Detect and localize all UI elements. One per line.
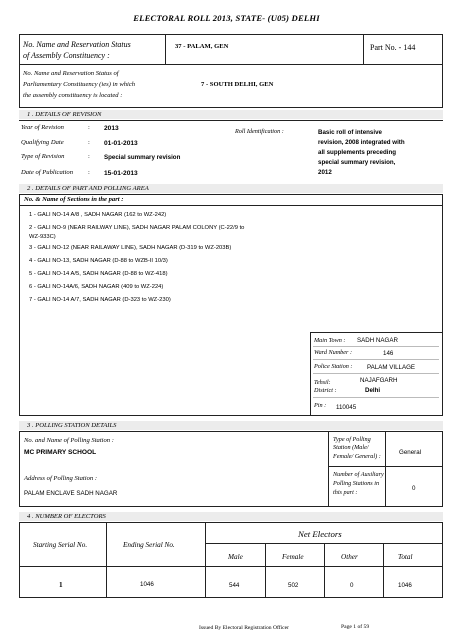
polling-address-value: PALAM ENCLAVE SADH NAGAR — [24, 490, 118, 497]
page-title: ELECTORAL ROLL 2013, STATE- (U05) DELHI — [133, 13, 320, 23]
assembly-divider-right — [363, 34, 364, 64]
polling-type-label-line2: Station (Male/ — [333, 444, 369, 451]
revision-section-title: 1 . DETAILS OF REVISION — [27, 111, 102, 118]
female-header: Female — [282, 553, 304, 561]
revision-section-rule — [19, 120, 443, 121]
section-item-3: 3 - GALI NO-12 (NEAR RAILAWAY LINE), SADH NAGAR (D-319 to WZ-203B) — [29, 245, 232, 251]
roll-identification-line5: 2012 — [318, 169, 332, 176]
parliament-label-line3: the assembly constituency is located : — [23, 92, 123, 99]
polling-type-value: General — [399, 449, 422, 456]
section-item-5: 5 - GALI NO-14 A/5, SADH NAGAR (D-88 to WZ-418) — [29, 271, 168, 277]
pin-value: 110045 — [336, 404, 357, 411]
polling-right-mid-rule — [328, 466, 443, 467]
roll-identification-line1: Basic roll of intensive — [318, 129, 382, 136]
roll-identification-line4: special summary revision, — [318, 159, 396, 166]
tehsil-value: NAJAFGARH — [360, 377, 398, 384]
polling-station-name-label: No. and Name of Polling Station : — [24, 437, 114, 444]
section-item-6: 6 - GALI NO-14A/6, SADH NAGAR (409 to WZ-224) — [29, 284, 164, 290]
tehsil-label: Tehsil: — [314, 379, 331, 386]
polling-divider-2 — [385, 431, 386, 507]
ward-label: Ward Number : — [314, 349, 353, 356]
electors-col-div-5 — [383, 543, 384, 598]
polling-address-label: Address of Polling Station : — [24, 475, 98, 482]
aux-stations-label-line2: Polling Stations in — [333, 480, 380, 487]
aux-stations-value: 0 — [412, 485, 416, 492]
net-electors-header: Net Electors — [298, 529, 342, 539]
parliament-value: 7 - SOUTH DELHI, GEN — [201, 81, 274, 88]
section-item-7: 7 - GALI NO-14 A/7, SADH NAGAR (D-323 to WZ-230) — [29, 297, 171, 303]
revision-type-value: Special summary revision — [104, 154, 181, 161]
footer-issued-by: Issued By Electoral Registration Officer — [199, 625, 289, 631]
main-town-label: Main Town : — [314, 337, 346, 344]
district-label: District : — [314, 387, 337, 394]
parliament-label-line1: No. Name and Reservation Status of — [23, 70, 119, 77]
roll-identification-label: Roll Identification : — [235, 128, 284, 135]
other-value: 0 — [350, 582, 354, 589]
polling-section-title: 3 . POLLING STATION DETAILS — [27, 422, 117, 429]
electors-col-div-2 — [205, 522, 206, 598]
location-panel-top-border — [310, 332, 443, 333]
publication-label: Date of Publication — [21, 169, 74, 176]
roll-identification-line3: all supplements preceding — [318, 149, 397, 156]
male-header: Male — [228, 553, 243, 561]
constituency-divider — [19, 64, 443, 65]
parliament-label-line2: Parliamentary Constituency (ies) in which — [23, 81, 136, 88]
assembly-label-line2: of Assembly Constituency : — [23, 51, 110, 60]
main-town-rule — [313, 346, 439, 347]
footer-page-number: Page 1 of 59 — [341, 624, 370, 630]
section-item-2: 2 - GALI NO-9 (NEAR RAILWAY LINE), SADH NAGAR PALAM COLONY (C-22/9 to — [29, 225, 245, 231]
end-serial-header: Ending Serial No. — [123, 541, 175, 549]
location-panel-left-border — [310, 332, 311, 416]
start-serial-value: 1 — [59, 581, 63, 589]
section-item-1: 1 - GALI NO-14 A/8 , SADH NAGAR (162 to WZ-242) — [29, 212, 167, 218]
assembly-value: 37 - PALAM, GEN — [175, 43, 229, 50]
polling-divider-1 — [328, 431, 329, 507]
main-town-value: SADH NAGAR — [357, 337, 398, 344]
end-serial-value: 1046 — [140, 581, 154, 588]
publication-value: 15-01-2013 — [104, 170, 138, 177]
revision-type-colon: : — [88, 153, 90, 160]
police-station-label: Police Station : — [314, 363, 353, 370]
male-value: 544 — [229, 582, 240, 589]
district-value: Delhi — [365, 387, 381, 394]
section-item-4: 4 - GALI NO-13, SADH NAGAR (D-88 to WZB-II 10/3) — [29, 258, 168, 264]
section-item-2-cont: WZ-933C) — [29, 234, 56, 240]
assembly-divider-left — [165, 34, 166, 64]
part-number: Part No. - 144 — [370, 43, 416, 52]
sections-header-rule — [19, 205, 443, 206]
electors-header-rule — [19, 566, 443, 567]
start-serial-header: Starting Serial No. — [33, 541, 88, 549]
other-header: Other — [341, 553, 358, 561]
ward-value: 146 — [383, 350, 394, 357]
year-label: Year of Revision — [21, 124, 64, 131]
year-value: 2013 — [104, 125, 119, 132]
district-rule — [313, 397, 439, 398]
assembly-label-line1: No. Name and Reservation Status — [23, 40, 131, 49]
ward-rule — [313, 359, 439, 360]
pin-label: Pin : — [314, 402, 327, 409]
qualifying-colon: : — [88, 139, 90, 146]
polling-type-label-line1: Type of Polling — [333, 436, 371, 443]
total-header: Total — [398, 553, 413, 561]
part-area-section-title: 2 . DETAILS OF PART AND POLLING AREA — [27, 185, 149, 192]
police-station-value: PALAM VILLAGE — [367, 364, 416, 371]
electors-section-title: 4 . NUMBER OF ELECTORS — [27, 513, 106, 520]
female-value: 502 — [288, 582, 299, 589]
revision-type-label: Type of Revision — [21, 153, 65, 160]
sections-header: No. & Name of Sections in the part : — [24, 196, 124, 203]
total-value: 1046 — [398, 582, 412, 589]
roll-identification-line2: revision, 2008 integrated with — [318, 139, 405, 146]
aux-stations-label-line3: this part : — [333, 489, 358, 496]
electors-col-div-3 — [265, 543, 266, 598]
publication-colon: : — [88, 169, 90, 176]
electors-col-div-1 — [106, 522, 107, 598]
electors-col-div-4 — [324, 543, 325, 598]
year-colon: : — [88, 124, 90, 131]
qualifying-value: 01-01-2013 — [104, 140, 138, 147]
polling-station-name-value: MC PRIMARY SCHOOL — [24, 449, 97, 456]
qualifying-label: Qualifying Date — [21, 139, 64, 146]
polling-type-label-line3: Female/ General) : — [333, 453, 381, 460]
police-station-rule — [313, 373, 439, 374]
aux-stations-label-line1: Number of Auxiliary — [333, 471, 384, 478]
